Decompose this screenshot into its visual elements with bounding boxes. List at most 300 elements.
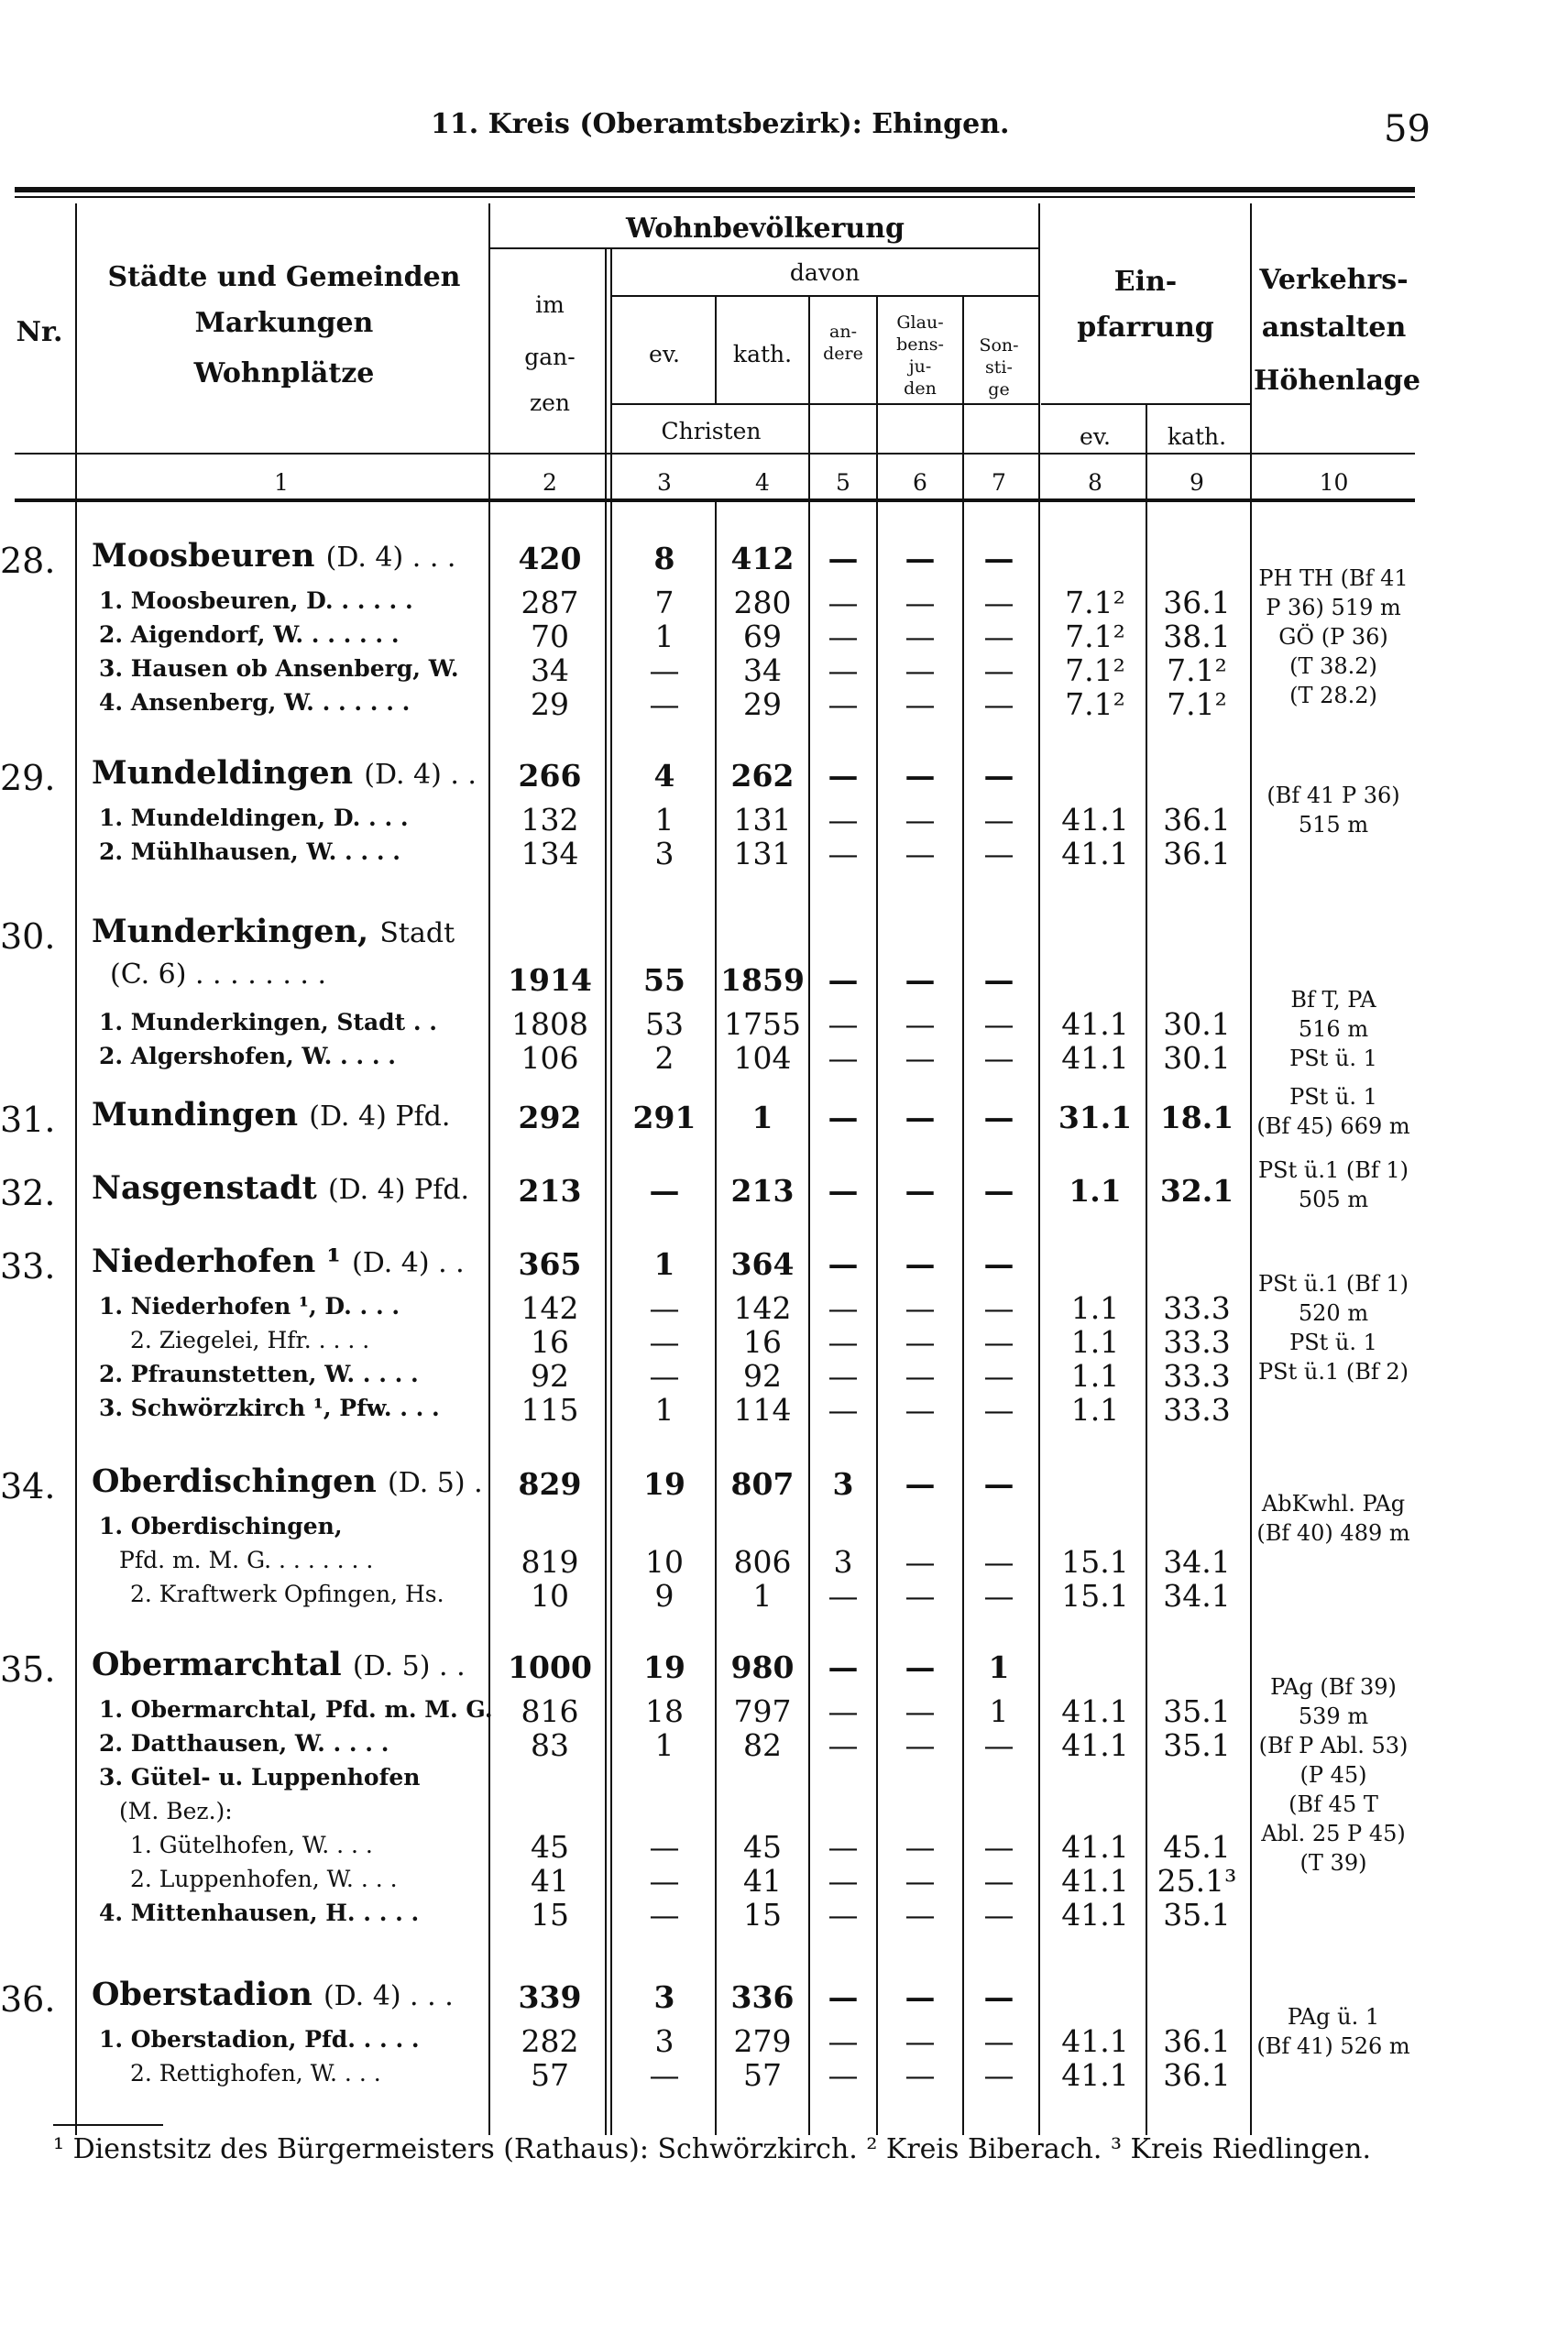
- row-5-epev: 41.1: [1061, 1863, 1129, 1899]
- municipality-suffix: (D. 4) . .: [352, 1247, 465, 1279]
- colnum-7: 7: [992, 469, 1006, 496]
- row-6-epkath: 35.1: [1163, 1897, 1231, 1933]
- row-1-son: —: [983, 1544, 1014, 1580]
- row-2-and: —: [828, 1358, 859, 1394]
- municipality-suffix: (D. 5) . .: [352, 1650, 466, 1682]
- subplace-name: 3. Hausen ob Ansenberg, W.: [99, 655, 459, 682]
- total-ev: 19: [643, 1466, 685, 1502]
- row-2-ges: 92: [531, 1358, 569, 1394]
- subplace-name: 2. Algershofen, W. . . . .: [99, 1043, 396, 1069]
- total-son: —: [983, 1979, 1014, 2015]
- row-2-epkath: 33.3: [1163, 1358, 1231, 1394]
- row-6-ges: 15: [531, 1897, 569, 1933]
- verkehr-note: PSt ü. 1: [1289, 1084, 1377, 1110]
- total-ev: 4: [653, 758, 675, 794]
- row-6-and: —: [828, 1897, 859, 1933]
- verkehr-note: (Bf 45) 669 m: [1256, 1113, 1410, 1139]
- hdr-ep-kath: kath.: [1167, 423, 1227, 450]
- single-son: —: [983, 1100, 1014, 1135]
- row-1-son: —: [983, 1040, 1014, 1076]
- row-1-epev: 41.1: [1061, 836, 1129, 871]
- single-son: —: [983, 1173, 1014, 1209]
- subplace-name: 2. Aigendorf, W. . . . . . .: [99, 621, 400, 648]
- row-1-epev: 1.1: [1070, 1324, 1120, 1360]
- row-0-epev: 41.1: [1061, 2023, 1129, 2059]
- colnum-5: 5: [836, 469, 850, 496]
- group-number: 34.: [0, 1466, 56, 1506]
- row-2-ges: 10: [531, 1578, 569, 1614]
- row-1-kath: 131: [733, 836, 792, 871]
- verkehr-note: Abl. 25 P 45): [1261, 1821, 1406, 1846]
- row-1-epkath: 34.1: [1163, 1544, 1231, 1580]
- total-son: —: [983, 1466, 1014, 1502]
- verkehr-note: (T 39): [1299, 1850, 1367, 1876]
- verkehr-note: 516 m: [1298, 1016, 1369, 1042]
- total-ges: 1914: [508, 962, 592, 998]
- total-ges: 420: [518, 541, 582, 576]
- verkehr-note: PSt ü. 1: [1289, 1330, 1377, 1355]
- row-0-jud: —: [905, 2023, 936, 2059]
- row-1-son: —: [983, 619, 1014, 654]
- subplace-name: 2. Ziegelei, Hfr. . . . .: [130, 1327, 370, 1353]
- total-and: —: [828, 541, 859, 576]
- row-1-jud: —: [905, 2057, 936, 2093]
- single-epkath: 18.1: [1159, 1100, 1234, 1135]
- verkehr-note: (T 28.2): [1289, 683, 1377, 708]
- hdr-staedte-2: Markungen: [194, 307, 374, 339]
- total-jud: —: [905, 1246, 936, 1282]
- total-kath: 262: [730, 758, 795, 794]
- row-0-epkath: 35.1: [1163, 1693, 1231, 1729]
- row-2-and: —: [828, 1578, 859, 1614]
- subplace-name: 2. Mühlhausen, W. . . . .: [99, 838, 400, 865]
- municipality-suffix: (D. 4) Pfd.: [309, 1101, 451, 1133]
- group-number: 32.: [0, 1173, 56, 1213]
- row-2-ges: 34: [531, 652, 569, 688]
- total-and: 3: [832, 1466, 854, 1502]
- colnum-3: 3: [657, 469, 672, 496]
- subplace-name: 1. Niederhofen ¹, D. . . .: [99, 1293, 400, 1320]
- row-0-ev: 18: [645, 1693, 684, 1729]
- total-and: —: [828, 962, 859, 998]
- single-jud: —: [905, 1100, 936, 1135]
- hdr-sonstige: Son- sti- ge: [979, 335, 1019, 400]
- hdr-im: im: [535, 291, 565, 318]
- row-0-jud: —: [905, 1290, 936, 1326]
- single-epev: 1.1: [1069, 1173, 1122, 1209]
- row-0-epev: 7.1²: [1065, 585, 1125, 620]
- row-1-ges: 83: [531, 1727, 569, 1763]
- row-1-epkath: 36.1: [1163, 2057, 1231, 2093]
- row-1-ev: 10: [645, 1544, 684, 1580]
- total-ges: 365: [518, 1246, 582, 1282]
- colnum-8: 8: [1088, 469, 1102, 496]
- row-0-ev: —: [649, 1290, 680, 1326]
- hdr-nr: Nr.: [16, 316, 63, 348]
- row-2-epkath: 7.1²: [1167, 652, 1227, 688]
- row-0-epev: 1.1: [1070, 1290, 1120, 1326]
- verkehr-note: 505 m: [1298, 1187, 1369, 1212]
- colnum-4: 4: [755, 469, 770, 496]
- row-3-epev: 7.1²: [1065, 686, 1125, 722]
- group-number: 30.: [0, 916, 56, 957]
- single-jud: —: [905, 1173, 936, 1209]
- municipality-suffix: (D. 4) Pfd.: [327, 1174, 470, 1206]
- total-ev: 8: [653, 541, 675, 576]
- single-ges: 292: [518, 1100, 582, 1135]
- row-0-and: —: [828, 1006, 859, 1042]
- verkehr-note: GÖ (P 36): [1278, 624, 1388, 650]
- subplace-name: 1. Gütelhofen, W. . . .: [130, 1832, 373, 1858]
- row-6-epev: 41.1: [1061, 1897, 1129, 1933]
- verkehr-note: P 36) 519 m: [1266, 595, 1401, 620]
- hdr-davon: davon: [789, 259, 861, 286]
- single-ges: 213: [518, 1173, 582, 1209]
- total-and: —: [828, 758, 859, 794]
- municipality-name: Mundeldingen (D. 4) . .: [92, 754, 477, 792]
- verkehr-note: (P 45): [1299, 1762, 1367, 1788]
- row-0-jud: —: [905, 1693, 936, 1729]
- row-0-epev: 41.1: [1061, 1006, 1129, 1042]
- row-1-and: —: [828, 1324, 859, 1360]
- row-6-ev: —: [649, 1897, 680, 1933]
- total-kath: 364: [730, 1246, 795, 1282]
- hdr-zen: zen: [529, 389, 571, 416]
- row-3-and: —: [828, 1392, 859, 1428]
- verkehr-note: PAg (Bf 39): [1270, 1674, 1397, 1700]
- hdr-kath: kath.: [732, 341, 793, 367]
- row-1-and: —: [828, 836, 859, 871]
- row-4-epev: 41.1: [1061, 1829, 1129, 1865]
- row-0-ev: 3: [654, 2023, 674, 2059]
- row-0-son: —: [983, 1006, 1014, 1042]
- total-kath: 807: [730, 1466, 795, 1502]
- row-1-ev: 1: [654, 619, 674, 654]
- row-1-epkath: 35.1: [1163, 1727, 1231, 1763]
- municipality-name: Obermarchtal (D. 5) . .: [92, 1646, 466, 1683]
- row-3-jud: —: [905, 1392, 936, 1428]
- subplace-name: 2. Rettighofen, W. . . .: [130, 2060, 381, 2087]
- municipality-name: Nasgenstadt (D. 4) Pfd.: [92, 1169, 470, 1207]
- single-epev: 31.1: [1058, 1100, 1133, 1135]
- verkehr-note: (Bf 40) 489 m: [1256, 1520, 1410, 1546]
- subplace-name: 1. Moosbeuren, D. . . . . .: [99, 587, 413, 614]
- row-5-jud: —: [905, 1863, 936, 1899]
- hdr-staedte-3: Wohnplätze: [193, 357, 375, 389]
- row-0-kath: 279: [733, 2023, 792, 2059]
- row-1-epev: 7.1²: [1065, 619, 1125, 654]
- row-0-kath: 797: [733, 1693, 792, 1729]
- row-0-kath: 142: [733, 1290, 792, 1326]
- hdr-gan: gan-: [524, 344, 576, 370]
- row-1-epev: 41.1: [1061, 1040, 1129, 1076]
- row-0-son: —: [983, 585, 1014, 620]
- row-1-ev: 2: [654, 1040, 674, 1076]
- row-0-epkath: 36.1: [1163, 2023, 1231, 2059]
- row-3-son: —: [983, 1392, 1014, 1428]
- municipality-name: Mundingen (D. 4) Pfd.: [92, 1096, 451, 1134]
- row-1-ges: 819: [521, 1544, 579, 1580]
- row-2-ev: —: [649, 1358, 680, 1394]
- group-number: 36.: [0, 1979, 56, 2020]
- municipality-name: Munderkingen, Stadt: [92, 913, 455, 950]
- subplace-name: 2. Pfraunstetten, W. . . . .: [99, 1361, 419, 1387]
- row-1-epkath: 33.3: [1163, 1324, 1231, 1360]
- row-1-kath: 104: [733, 1040, 792, 1076]
- row-0-ev: 7: [654, 585, 674, 620]
- row-0-ges: 142: [521, 1290, 579, 1326]
- row-2-epev: 15.1: [1061, 1578, 1129, 1614]
- hdr-glaubensjuden: Glau- bens- ju- den: [896, 312, 944, 399]
- total-kath: 980: [730, 1649, 795, 1685]
- row-1-ges: 57: [531, 2057, 569, 2093]
- row-0-kath: 131: [733, 802, 792, 838]
- row-3-ev: —: [649, 686, 680, 722]
- total-kath: 412: [730, 541, 795, 576]
- row-1-ev: 3: [654, 836, 674, 871]
- verkehr-note: PSt ü.1 (Bf 2): [1258, 1359, 1409, 1385]
- single-kath: 213: [730, 1173, 795, 1209]
- hdr-verkehr-3: Höhenlage: [1254, 365, 1420, 397]
- verkehr-note: PSt ü. 1: [1289, 1046, 1377, 1071]
- row-1-ges: 70: [531, 619, 569, 654]
- row-1-jud: —: [905, 1727, 936, 1763]
- total-ev: 19: [643, 1649, 685, 1685]
- row-1-jud: —: [905, 1544, 936, 1580]
- verkehr-note: 539 m: [1298, 1703, 1369, 1729]
- row-4-and: —: [828, 1829, 859, 1865]
- municipality-suffix: (D. 4) . .: [364, 759, 477, 791]
- row-1-ev: 1: [654, 1727, 674, 1763]
- row-5-epkath: 25.1³: [1157, 1863, 1237, 1899]
- total-son: —: [983, 541, 1014, 576]
- total-son: —: [983, 1246, 1014, 1282]
- single-kath: 1: [751, 1100, 773, 1135]
- subplace-name: 3. Gütel- u. Luppenhofen: [99, 1764, 421, 1791]
- verkehr-note: PAg ü. 1: [1287, 2004, 1380, 2030]
- row-1-and: —: [828, 619, 859, 654]
- total-son: —: [983, 758, 1014, 794]
- group-number: 28.: [0, 541, 56, 581]
- group-number: 31.: [0, 1100, 56, 1140]
- row-4-ges: 45: [531, 1829, 569, 1865]
- group-number: 29.: [0, 758, 56, 798]
- subplace-name: 1. Oberstadion, Pfd. . . . .: [99, 2026, 420, 2053]
- row-3-jud: —: [905, 686, 936, 722]
- municipality-name: Oberdischingen (D. 5) .: [92, 1462, 483, 1500]
- row-0-ev: 1: [654, 802, 674, 838]
- row-1-jud: —: [905, 619, 936, 654]
- row-1-and: —: [828, 1727, 859, 1763]
- row-0-jud: —: [905, 585, 936, 620]
- verkehr-note: (Bf 45 T: [1288, 1791, 1378, 1817]
- verkehr-note: PSt ü.1 (Bf 1): [1258, 1271, 1409, 1297]
- hdr-verkehr-2: anstalten: [1261, 312, 1407, 344]
- row-1-kath: 806: [733, 1544, 792, 1580]
- row-0-epkath: 33.3: [1163, 1290, 1231, 1326]
- row-2-kath: 34: [743, 652, 782, 688]
- row-4-jud: —: [905, 1829, 936, 1865]
- row-4-son: —: [983, 1829, 1014, 1865]
- row-1-epev: 41.1: [1061, 2057, 1129, 2093]
- total-ev: 1: [653, 1246, 675, 1282]
- group-number: 33.: [0, 1246, 56, 1287]
- total-ev: 3: [653, 1979, 675, 2015]
- subplace-name: 1. Obermarchtal, Pfd. m. M. G.: [99, 1696, 493, 1723]
- row-1-son: —: [983, 836, 1014, 871]
- row-3-kath: 114: [733, 1392, 792, 1428]
- row-3-ges: 115: [521, 1392, 579, 1428]
- row-1-jud: —: [905, 1040, 936, 1076]
- total-ev: 55: [643, 962, 685, 998]
- row-3-kath: 29: [743, 686, 782, 722]
- row-1-ev: —: [649, 2057, 680, 2093]
- total-and: —: [828, 1246, 859, 1282]
- row-1-jud: —: [905, 1324, 936, 1360]
- single-ev: 291: [632, 1100, 696, 1135]
- row-0-kath: 280: [733, 585, 792, 620]
- verkehr-note: (Bf P Abl. 53): [1258, 1733, 1409, 1758]
- total-ges: 829: [518, 1466, 582, 1502]
- row-1-and: —: [828, 2057, 859, 2093]
- row-3-son: —: [983, 686, 1014, 722]
- row-1-ges: 106: [521, 1040, 579, 1076]
- verkehr-note: PH TH (Bf 41: [1258, 565, 1409, 591]
- row-2-kath: 1: [752, 1578, 773, 1614]
- row-0-kath: 1755: [724, 1006, 801, 1042]
- page-number: 59: [1384, 108, 1431, 150]
- total-jud: —: [905, 962, 936, 998]
- row-0-ges: 287: [521, 585, 579, 620]
- subplace-name: 2. Kraftwerk Opfingen, Hs.: [130, 1581, 444, 1607]
- row-2-epev: 1.1: [1070, 1358, 1120, 1394]
- total-ges: 266: [518, 758, 582, 794]
- colnum-6: 6: [913, 469, 927, 496]
- row-3-ges: 29: [531, 686, 569, 722]
- municipality-suffix: (D. 5) .: [388, 1467, 483, 1499]
- total-jud: —: [905, 1649, 936, 1685]
- row-1-ev: —: [649, 1324, 680, 1360]
- subplace-name: 3. Schwörzkirch ¹, Pfw. . . .: [99, 1395, 440, 1421]
- row-0-and: —: [828, 1290, 859, 1326]
- row-1-ges: 16: [531, 1324, 569, 1360]
- row-2-ev: 9: [654, 1578, 674, 1614]
- municipality-name: Moosbeuren (D. 4) . . .: [92, 537, 456, 575]
- row-0-son: —: [983, 802, 1014, 838]
- subplace-name: 1. Munderkingen, Stadt . .: [99, 1009, 437, 1035]
- subplace-name: 2. Luppenhofen, W. . . .: [130, 1866, 398, 1892]
- row-2-epkath: 34.1: [1163, 1578, 1231, 1614]
- total-son: 1: [988, 1649, 1010, 1685]
- single-and: —: [828, 1173, 859, 1209]
- row-6-son: —: [983, 1897, 1014, 1933]
- row-0-epev: 41.1: [1061, 802, 1129, 838]
- total-kath: 336: [730, 1979, 795, 2015]
- row-1-epkath: 38.1: [1163, 619, 1231, 654]
- row-3-epkath: 33.3: [1163, 1392, 1231, 1428]
- hdr-einpfarrung-1: Ein-: [1113, 266, 1178, 298]
- row-1-kath: 69: [743, 619, 782, 654]
- row-1-son: —: [983, 1727, 1014, 1763]
- verkehr-note: 520 m: [1298, 1300, 1369, 1326]
- subplace-name: 2. Datthausen, W. . . . .: [99, 1730, 389, 1757]
- row-2-and: —: [828, 652, 859, 688]
- row-0-son: —: [983, 1290, 1014, 1326]
- row-6-kath: 15: [743, 1897, 782, 1933]
- row-1-epev: 41.1: [1061, 1727, 1129, 1763]
- row-0-epkath: 30.1: [1163, 1006, 1231, 1042]
- row-6-jud: —: [905, 1897, 936, 1933]
- hdr-andere: an- dere: [823, 322, 863, 364]
- row-2-epev: 7.1²: [1065, 652, 1125, 688]
- row-0-and: —: [828, 802, 859, 838]
- total-jud: —: [905, 1466, 936, 1502]
- row-1-epkath: 30.1: [1163, 1040, 1231, 1076]
- colnum-1: 1: [274, 469, 289, 496]
- row-3-epev: 1.1: [1070, 1392, 1120, 1428]
- total-jud: —: [905, 541, 936, 576]
- row-0-ges: 282: [521, 2023, 579, 2059]
- row-0-son: —: [983, 2023, 1014, 2059]
- hdr-staedte-1: Städte und Gemeinden: [107, 261, 461, 293]
- row-0-ges: 816: [521, 1693, 579, 1729]
- total-jud: —: [905, 1979, 936, 2015]
- row-0-and: —: [828, 1693, 859, 1729]
- row-1-kath: 82: [743, 1727, 782, 1763]
- row-5-kath: 41: [743, 1863, 782, 1899]
- running-head: 11. Kreis (Oberamtsbezirk): Ehingen.: [431, 108, 1010, 140]
- footnote-rule: [53, 2124, 163, 2126]
- single-and: —: [828, 1100, 859, 1135]
- municipality-suffix: (D. 4) . . .: [325, 542, 456, 574]
- row-2-jud: —: [905, 1358, 936, 1394]
- total-kath: 1859: [720, 962, 805, 998]
- row-2-jud: —: [905, 1578, 936, 1614]
- row-2-kath: 92: [743, 1358, 782, 1394]
- single-epkath: 32.1: [1159, 1173, 1234, 1209]
- row-0-ges: 1808: [511, 1006, 588, 1042]
- row-4-kath: 45: [743, 1829, 782, 1865]
- municipality-suffix: Stadt: [379, 917, 455, 949]
- subplace-name: 1. Mundeldingen, D. . . .: [99, 805, 409, 831]
- row-0-ev: 53: [645, 1006, 684, 1042]
- hdr-einpfarrung-2: pfarrung: [1077, 312, 1214, 344]
- subplace-name: 4. Mittenhausen, H. . . . .: [99, 1900, 420, 1926]
- row-1-son: —: [983, 1324, 1014, 1360]
- municipality-name: Oberstadion (D. 4) . . .: [92, 1976, 454, 2013]
- colnum-2: 2: [543, 469, 557, 496]
- verkehr-note: (Bf 41) 526 m: [1256, 2033, 1410, 2059]
- group-number: 35.: [0, 1649, 56, 1690]
- row-1-kath: 57: [743, 2057, 782, 2093]
- row-2-ev: —: [649, 652, 680, 688]
- subplace-name: 4. Ansenberg, W. . . . . . .: [99, 689, 411, 716]
- row-0-jud: —: [905, 802, 936, 838]
- row-1-kath: 16: [743, 1324, 782, 1360]
- hdr-verkehr-1: Verkehrs-: [1259, 264, 1409, 296]
- row-1-epkath: 36.1: [1163, 836, 1231, 871]
- total-ges: 339: [518, 1979, 582, 2015]
- total-jud: —: [905, 758, 936, 794]
- row-0-epev: 41.1: [1061, 1693, 1129, 1729]
- municipality-suffix: (D. 4) . . .: [323, 1980, 454, 2012]
- verkehr-note: (T 38.2): [1289, 653, 1377, 679]
- row-2-son: —: [983, 1578, 1014, 1614]
- total-and: —: [828, 1649, 859, 1685]
- row-2-son: —: [983, 1358, 1014, 1394]
- row-5-son: —: [983, 1863, 1014, 1899]
- row-0-epkath: 36.1: [1163, 585, 1231, 620]
